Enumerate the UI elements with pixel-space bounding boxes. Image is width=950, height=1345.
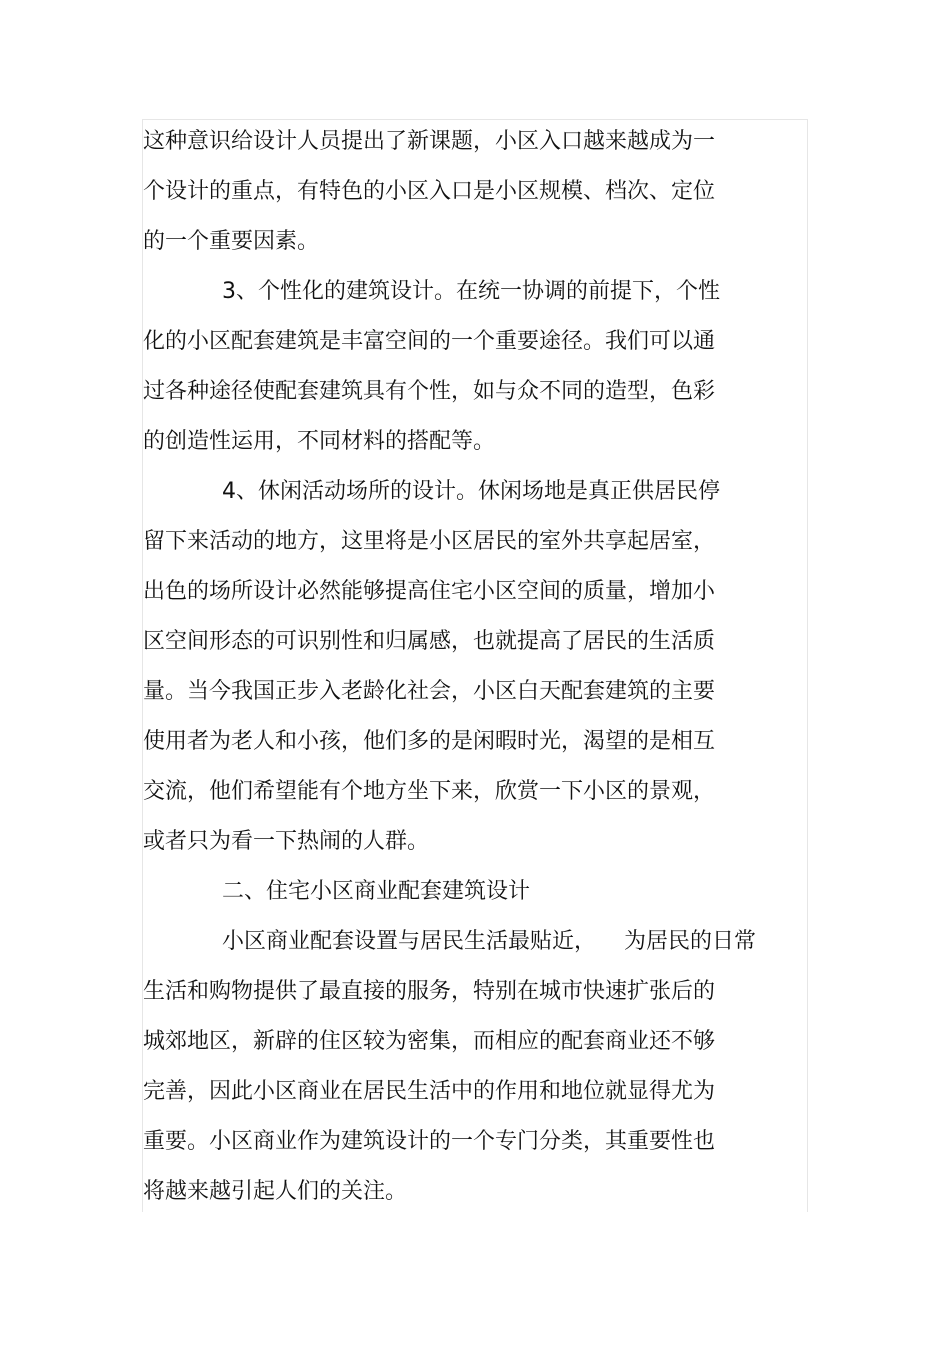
- section-heading: 二、住宅小区商业配套建筑设计: [222, 879, 531, 904]
- body-text-line: 将越来越引起人们的关注。: [143, 1179, 408, 1204]
- list-item-heading: 3、个性化的建筑设计。在统一协调的前提下，个性: [222, 279, 720, 304]
- body-text-line: 留下来活动的地方，这里将是小区居民的室外共享起居室，: [143, 529, 716, 554]
- body-text-line: 个设计的重点，有特色的小区入口是小区规模、档次、定位: [143, 179, 716, 204]
- body-text-line: 的一个重要因素。: [143, 229, 320, 254]
- body-text-line: 或者只为看一下热闹的人群。: [143, 829, 430, 854]
- body-text-line: 出色的场所设计必然能够提高住宅小区空间的质量，增加小: [143, 579, 716, 604]
- body-text-line: 小区商业配套设置与居民生活最贴近， 为居民的日常: [222, 929, 756, 954]
- body-text-line: 量。当今我国正步入老龄化社会，小区白天配套建筑的主要: [143, 679, 716, 704]
- body-text-line: 这种意识给设计人员提出了新课题，小区入口越来越成为一: [143, 129, 716, 154]
- body-text-line: 重要。小区商业作为建筑设计的一个专门分类，其重要性也: [143, 1129, 716, 1154]
- body-text-line: 化的小区配套建筑是丰富空间的一个重要途径。我们可以通: [143, 329, 716, 354]
- body-text-line: 交流，他们希望能有个地方坐下来，欣赏一下小区的景观，: [143, 779, 716, 804]
- body-text-line: 过各种途径使配套建筑具有个性，如与众不同的造型，色彩: [143, 379, 716, 404]
- body-text-line: 生活和购物提供了最直接的服务，特别在城市快速扩张后的: [143, 979, 716, 1004]
- body-text-line: 使用者为老人和小孩，他们多的是闲暇时光，渴望的是相互: [143, 729, 716, 754]
- body-text-line: 完善，因此小区商业在居民生活中的作用和地位就显得尤为: [143, 1079, 716, 1104]
- body-text-line: 的创造性运用，不同材料的搭配等。: [143, 429, 496, 454]
- body-text-line: 城郊地区，新辟的住区较为密集，而相应的配套商业还不够: [143, 1029, 716, 1054]
- list-item-heading: 4、休闲活动场所的设计。休闲场地是真正供居民停: [222, 479, 720, 504]
- body-text-line: 区空间形态的可识别性和归属感，也就提高了居民的生活质: [143, 629, 716, 654]
